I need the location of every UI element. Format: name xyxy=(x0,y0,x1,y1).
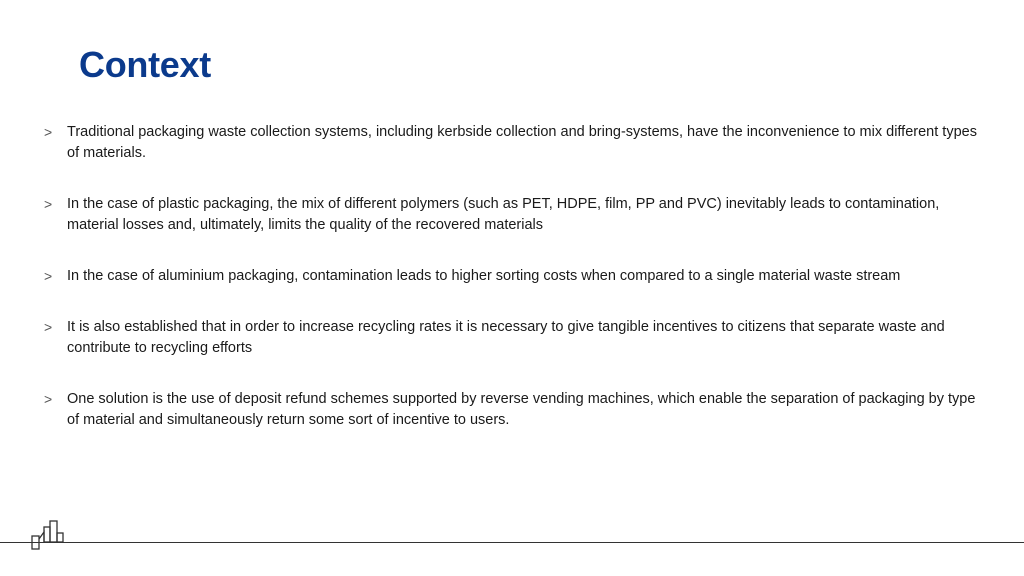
bullet-list xyxy=(44,122,979,461)
list-item xyxy=(44,122,979,164)
list-item xyxy=(44,266,979,287)
list-item xyxy=(44,317,979,359)
bullet-text: Traditional packaging waste collection systems, including kerbside collection and bring-systems, have the inconvenience to mix different types of materials. xyxy=(67,124,977,161)
bullet-marker: > xyxy=(44,391,53,407)
bullet-text: It is also established that in order to increase recycling rates it is necessary to give tangible incentives to citizens that separate waste and contribute to recycling efforts xyxy=(67,319,945,356)
building-skyline-logo-icon xyxy=(30,519,72,551)
bullet-text: One solution is the use of deposit refund schemes supported by reverse vending machines, which enable the separation of packaging by type of material and simultaneously return some sort of incentive to users. xyxy=(67,391,976,428)
list-item xyxy=(44,194,979,236)
bullet-marker: > xyxy=(44,268,53,284)
bullet-text: In the case of aluminium packaging, contamination leads to higher sorting costs when compared to a single material waste stream xyxy=(67,268,901,284)
bullet-text: In the case of plastic packaging, the mix of different polymers (such as PET, HDPE, film, PP and PVC) inevitably leads to contamination, material losses and, ultimately, limits the quality of the recovered materials xyxy=(67,196,940,233)
list-item xyxy=(44,389,979,431)
page-title: Context xyxy=(79,44,211,85)
footer-divider xyxy=(0,542,1024,543)
bullet-marker: > xyxy=(44,196,53,212)
bullet-marker: > xyxy=(44,124,53,140)
bullet-marker: > xyxy=(44,319,53,335)
